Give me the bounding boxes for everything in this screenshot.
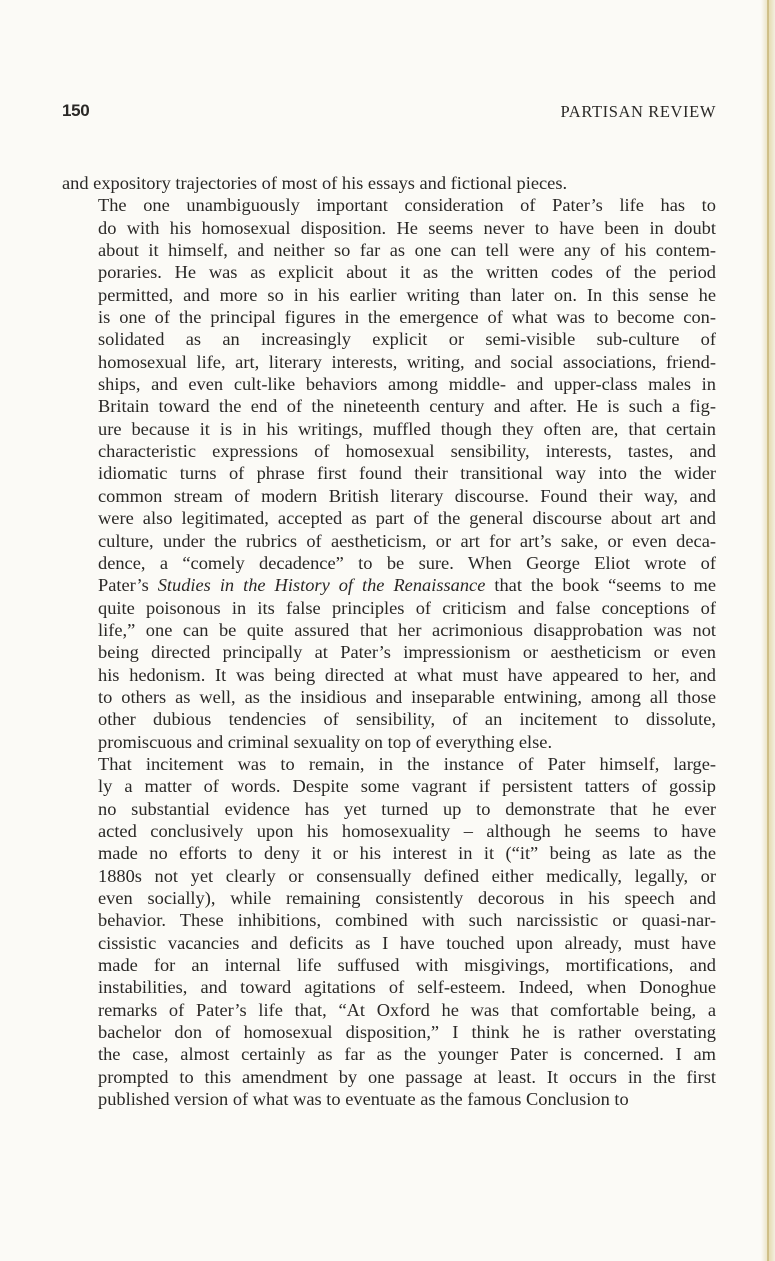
text-line: The one unambiguously important consideration of Pater’s life has to bbox=[98, 195, 716, 216]
text-line: homosexual life, art, literary interests, writing, and social associations, friend- bbox=[98, 351, 716, 372]
paragraph bbox=[62, 172, 716, 194]
text-line: were also legitimated, accepted as part of the general discourse about art and bbox=[98, 508, 716, 529]
text-line: instabilities, and toward agitations of self-esteem. Indeed, when Donoghue bbox=[98, 977, 716, 998]
text-line: promiscuous and criminal sexuality on top of everything else. bbox=[98, 731, 553, 752]
text-line: permitted, and more so in his earlier writing than later on. In this sense he bbox=[98, 284, 716, 305]
text-line: and expository trajectories of most of his essays and fictional pieces. bbox=[62, 173, 568, 193]
text-line: Pater’s Studies in the History of the Renaissance that the book “seems to me bbox=[98, 575, 716, 596]
text-line: other dubious tendencies of sensibility, of an incitement to dissolute, bbox=[98, 709, 716, 730]
italic-title: Studies in the History of the Renaissance bbox=[157, 575, 486, 596]
text-line: no substantial evidence has yet turned up to demonstrate that he ever bbox=[98, 798, 716, 819]
text-line: is one of the principal figures in the emergence of what was to become con- bbox=[98, 307, 716, 328]
text-line: made for an internal life suffused with misgivings, mortifications, and bbox=[98, 955, 716, 976]
text-line: idiomatic turns of phrase first found their transitional way into the wider bbox=[98, 463, 716, 484]
page-edge bbox=[761, 0, 775, 1261]
text-line: remarks of Pater’s life that, “At Oxford he was that comfortable being, a bbox=[98, 999, 716, 1020]
page-header bbox=[62, 101, 716, 125]
text-line: characteristic expressions of homosexual sensibility, interests, tastes, and bbox=[98, 441, 716, 462]
text-line: poraries. He was as explicit about it as the written codes of the period bbox=[98, 262, 716, 283]
text-line: ure because it is in his writings, muffled though they often are, that certain bbox=[98, 418, 716, 439]
text-line: life,” one can be quite assured that her acrimonious disapprobation was not bbox=[98, 619, 716, 640]
paragraph bbox=[62, 194, 716, 753]
text-line: his hedonism. It was being directed at what must have appeared to her, and bbox=[98, 664, 716, 685]
text-line: made no efforts to deny it or his interest in it (“it” being as late as the bbox=[98, 843, 716, 864]
text-line: about it himself, and neither so far as one can tell were any of his contem- bbox=[98, 240, 716, 261]
text-line: the case, almost certainly as far as the younger Pater is concerned. I am bbox=[98, 1044, 716, 1065]
text-line: bachelor don of homosexual disposition,” I think he is rather overstating bbox=[98, 1022, 716, 1043]
text-line: do with his homosexual disposition. He seems never to have been in doubt bbox=[98, 217, 716, 238]
text-line: prompted to this amendment by one passage at least. It occurs in the first bbox=[98, 1066, 716, 1087]
text-line: culture, under the rubrics of aestheticism, or art for art’s sake, or even deca- bbox=[98, 530, 716, 551]
text-line: That incitement was to remain, in the instance of Pater himself, large- bbox=[98, 753, 716, 774]
text-line: ships, and even cult-like behaviors among middle- and upper-class males in bbox=[98, 374, 716, 395]
text-line: even socially), while remaining consistently decorous in his speech and bbox=[98, 888, 716, 908]
text-line: to others as well, as the insidious and inseparable entwining, among all those bbox=[98, 686, 716, 707]
page-edge-line bbox=[767, 0, 769, 1261]
text-line: dence, a “comely decadence” to be sure. When George Eliot wrote of bbox=[98, 552, 716, 573]
text-line: cissistic vacancies and deficits as I have touched upon already, must have bbox=[98, 932, 716, 953]
running-head: PARTISAN REVIEW bbox=[560, 102, 716, 121]
text-line: 1880s not yet clearly or consensually defined either medically, legally, or bbox=[98, 865, 716, 886]
body-text bbox=[62, 172, 716, 1110]
text-line: acted conclusively upon his homosexuality – although he seems to have bbox=[98, 820, 716, 841]
text-line: being directed principally at Pater’s impressionism or aestheticism or even bbox=[98, 642, 716, 663]
text-line: ly a matter of words. Despite some vagrant if persistent tatters of gossip bbox=[98, 776, 716, 797]
text-line: published version of what was to eventuate as the famous Conclusion to bbox=[98, 1089, 629, 1110]
text-line: behavior. These inhibitions, combined with such narcissistic or quasi-nar- bbox=[98, 910, 716, 931]
text-line: common stream of modern British literary discourse. Found their way, and bbox=[98, 485, 716, 506]
text-line: Britain toward the end of the nineteenth century and after. He is such a fig- bbox=[98, 396, 716, 417]
text-line: solidated as an increasingly explicit or semi-visible sub-culture of bbox=[98, 329, 716, 350]
paragraph bbox=[62, 753, 716, 1111]
text-line: quite poisonous in its false principles of criticism and false conceptions of bbox=[98, 597, 716, 618]
page-number: 150 bbox=[62, 101, 90, 120]
